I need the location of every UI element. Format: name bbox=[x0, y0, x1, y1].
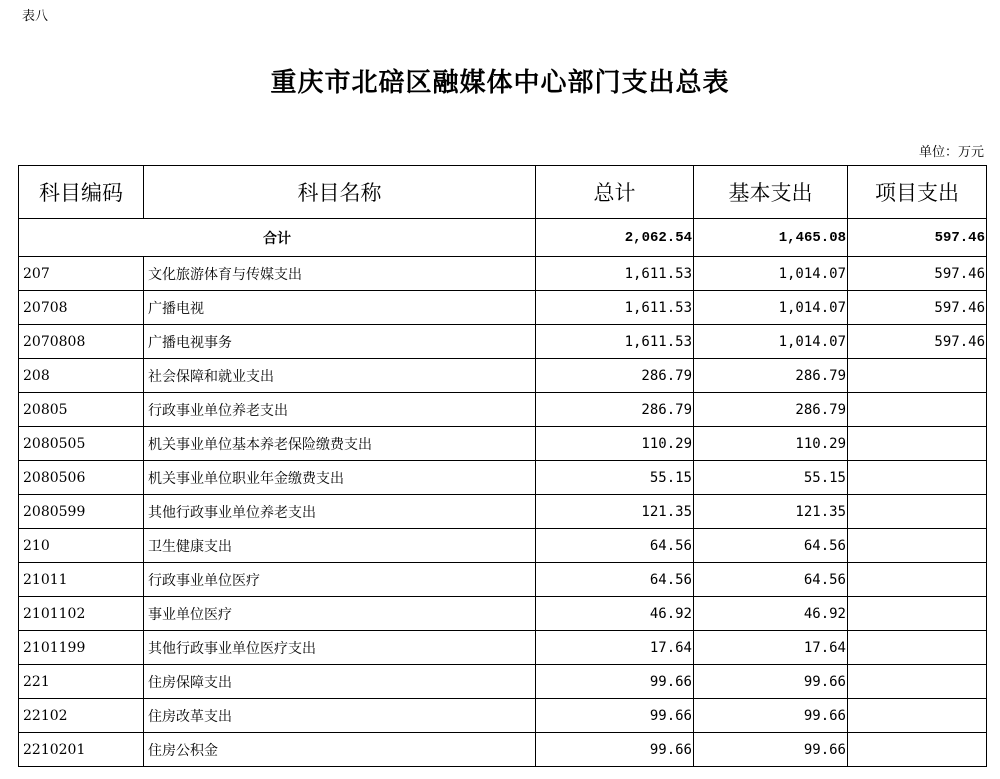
row-code: 207 bbox=[19, 257, 144, 291]
row-total: 286.79 bbox=[536, 393, 694, 427]
row-code: 2210201 bbox=[19, 733, 144, 767]
row-basic: 121.35 bbox=[694, 495, 848, 529]
table-row bbox=[19, 665, 987, 699]
row-code: 208 bbox=[19, 359, 144, 393]
row-basic: 64.56 bbox=[694, 529, 848, 563]
table-row bbox=[19, 359, 987, 393]
row-project bbox=[848, 529, 987, 563]
row-total: 55.15 bbox=[536, 461, 694, 495]
table-row bbox=[19, 495, 987, 529]
table-row bbox=[19, 597, 987, 631]
row-code: 210 bbox=[19, 529, 144, 563]
table-row bbox=[19, 733, 987, 767]
header-name: 科目名称 bbox=[144, 166, 536, 219]
row-name: 机关事业单位基本养老保险缴费支出 bbox=[144, 427, 536, 461]
row-total: 110.29 bbox=[536, 427, 694, 461]
row-total: 99.66 bbox=[536, 699, 694, 733]
row-project bbox=[848, 495, 987, 529]
row-basic: 99.66 bbox=[694, 733, 848, 767]
row-total: 286.79 bbox=[536, 359, 694, 393]
row-code: 2101102 bbox=[19, 597, 144, 631]
total-label: 合计 bbox=[19, 219, 536, 257]
row-project bbox=[848, 665, 987, 699]
table-row bbox=[19, 563, 987, 597]
row-total: 46.92 bbox=[536, 597, 694, 631]
table-number-label: 表八 bbox=[22, 9, 49, 24]
row-basic: 46.92 bbox=[694, 597, 848, 631]
row-total: 99.66 bbox=[536, 665, 694, 699]
row-code: 2101199 bbox=[19, 631, 144, 665]
row-name: 行政事业单位医疗 bbox=[144, 563, 536, 597]
row-basic: 64.56 bbox=[694, 563, 848, 597]
table-row bbox=[19, 291, 987, 325]
row-project bbox=[848, 699, 987, 733]
row-basic: 17.64 bbox=[694, 631, 848, 665]
header-basic: 基本支出 bbox=[694, 166, 848, 219]
page-title: 重庆市北碚区融媒体中心部门支出总表 bbox=[270, 68, 730, 98]
row-project bbox=[848, 563, 987, 597]
row-name: 文化旅游体育与传媒支出 bbox=[144, 257, 536, 291]
row-basic: 110.29 bbox=[694, 427, 848, 461]
row-project: 597.46 bbox=[848, 291, 987, 325]
row-basic: 99.66 bbox=[694, 699, 848, 733]
row-code: 2070808 bbox=[19, 325, 144, 359]
row-name: 其他行政事业单位医疗支出 bbox=[144, 631, 536, 665]
row-name: 行政事业单位养老支出 bbox=[144, 393, 536, 427]
row-code: 21011 bbox=[19, 563, 144, 597]
row-total: 1,611.53 bbox=[536, 257, 694, 291]
row-name: 事业单位医疗 bbox=[144, 597, 536, 631]
table-row bbox=[19, 427, 987, 461]
row-basic: 286.79 bbox=[694, 359, 848, 393]
row-total: 64.56 bbox=[536, 563, 694, 597]
table-row bbox=[19, 699, 987, 733]
row-basic: 286.79 bbox=[694, 393, 848, 427]
row-code: 22102 bbox=[19, 699, 144, 733]
row-total: 17.64 bbox=[536, 631, 694, 665]
header-row bbox=[19, 166, 987, 219]
header-total: 总计 bbox=[536, 166, 694, 219]
header-code: 科目编码 bbox=[19, 166, 144, 219]
row-code: 2080506 bbox=[19, 461, 144, 495]
row-project bbox=[848, 631, 987, 665]
total-project: 597.46 bbox=[848, 219, 987, 257]
row-code: 20708 bbox=[19, 291, 144, 325]
row-project bbox=[848, 597, 987, 631]
unit-label: 单位：万元 bbox=[918, 145, 984, 160]
row-code: 2080599 bbox=[19, 495, 144, 529]
row-basic: 1,014.07 bbox=[694, 291, 848, 325]
total-row bbox=[19, 219, 987, 257]
row-code: 2080505 bbox=[19, 427, 144, 461]
row-name: 住房改革支出 bbox=[144, 699, 536, 733]
row-total: 121.35 bbox=[536, 495, 694, 529]
row-basic: 1,014.07 bbox=[694, 257, 848, 291]
row-name: 住房保障支出 bbox=[144, 665, 536, 699]
row-code: 221 bbox=[19, 665, 144, 699]
table-row bbox=[19, 529, 987, 563]
row-project bbox=[848, 461, 987, 495]
table-row bbox=[19, 325, 987, 359]
row-basic: 1,014.07 bbox=[694, 325, 848, 359]
row-project: 597.46 bbox=[848, 325, 987, 359]
row-project bbox=[848, 393, 987, 427]
row-name: 卫生健康支出 bbox=[144, 529, 536, 563]
row-name: 住房公积金 bbox=[144, 733, 536, 767]
row-total: 99.66 bbox=[536, 733, 694, 767]
total-basic: 1,465.08 bbox=[694, 219, 848, 257]
row-project: 597.46 bbox=[848, 257, 987, 291]
row-basic: 55.15 bbox=[694, 461, 848, 495]
row-project bbox=[848, 427, 987, 461]
table-row bbox=[19, 631, 987, 665]
total-sum: 2,062.54 bbox=[536, 219, 694, 257]
row-name: 广播电视 bbox=[144, 291, 536, 325]
row-name: 广播电视事务 bbox=[144, 325, 536, 359]
row-project bbox=[848, 359, 987, 393]
row-total: 64.56 bbox=[536, 529, 694, 563]
header-project: 项目支出 bbox=[848, 166, 987, 219]
table-row bbox=[19, 257, 987, 291]
row-project bbox=[848, 733, 987, 767]
row-basic: 99.66 bbox=[694, 665, 848, 699]
table-row bbox=[19, 461, 987, 495]
row-code: 20805 bbox=[19, 393, 144, 427]
row-name: 社会保障和就业支出 bbox=[144, 359, 536, 393]
expenditure-table bbox=[18, 165, 987, 767]
row-name: 其他行政事业单位养老支出 bbox=[144, 495, 536, 529]
row-total: 1,611.53 bbox=[536, 291, 694, 325]
row-total: 1,611.53 bbox=[536, 325, 694, 359]
table-row bbox=[19, 393, 987, 427]
row-name: 机关事业单位职业年金缴费支出 bbox=[144, 461, 536, 495]
